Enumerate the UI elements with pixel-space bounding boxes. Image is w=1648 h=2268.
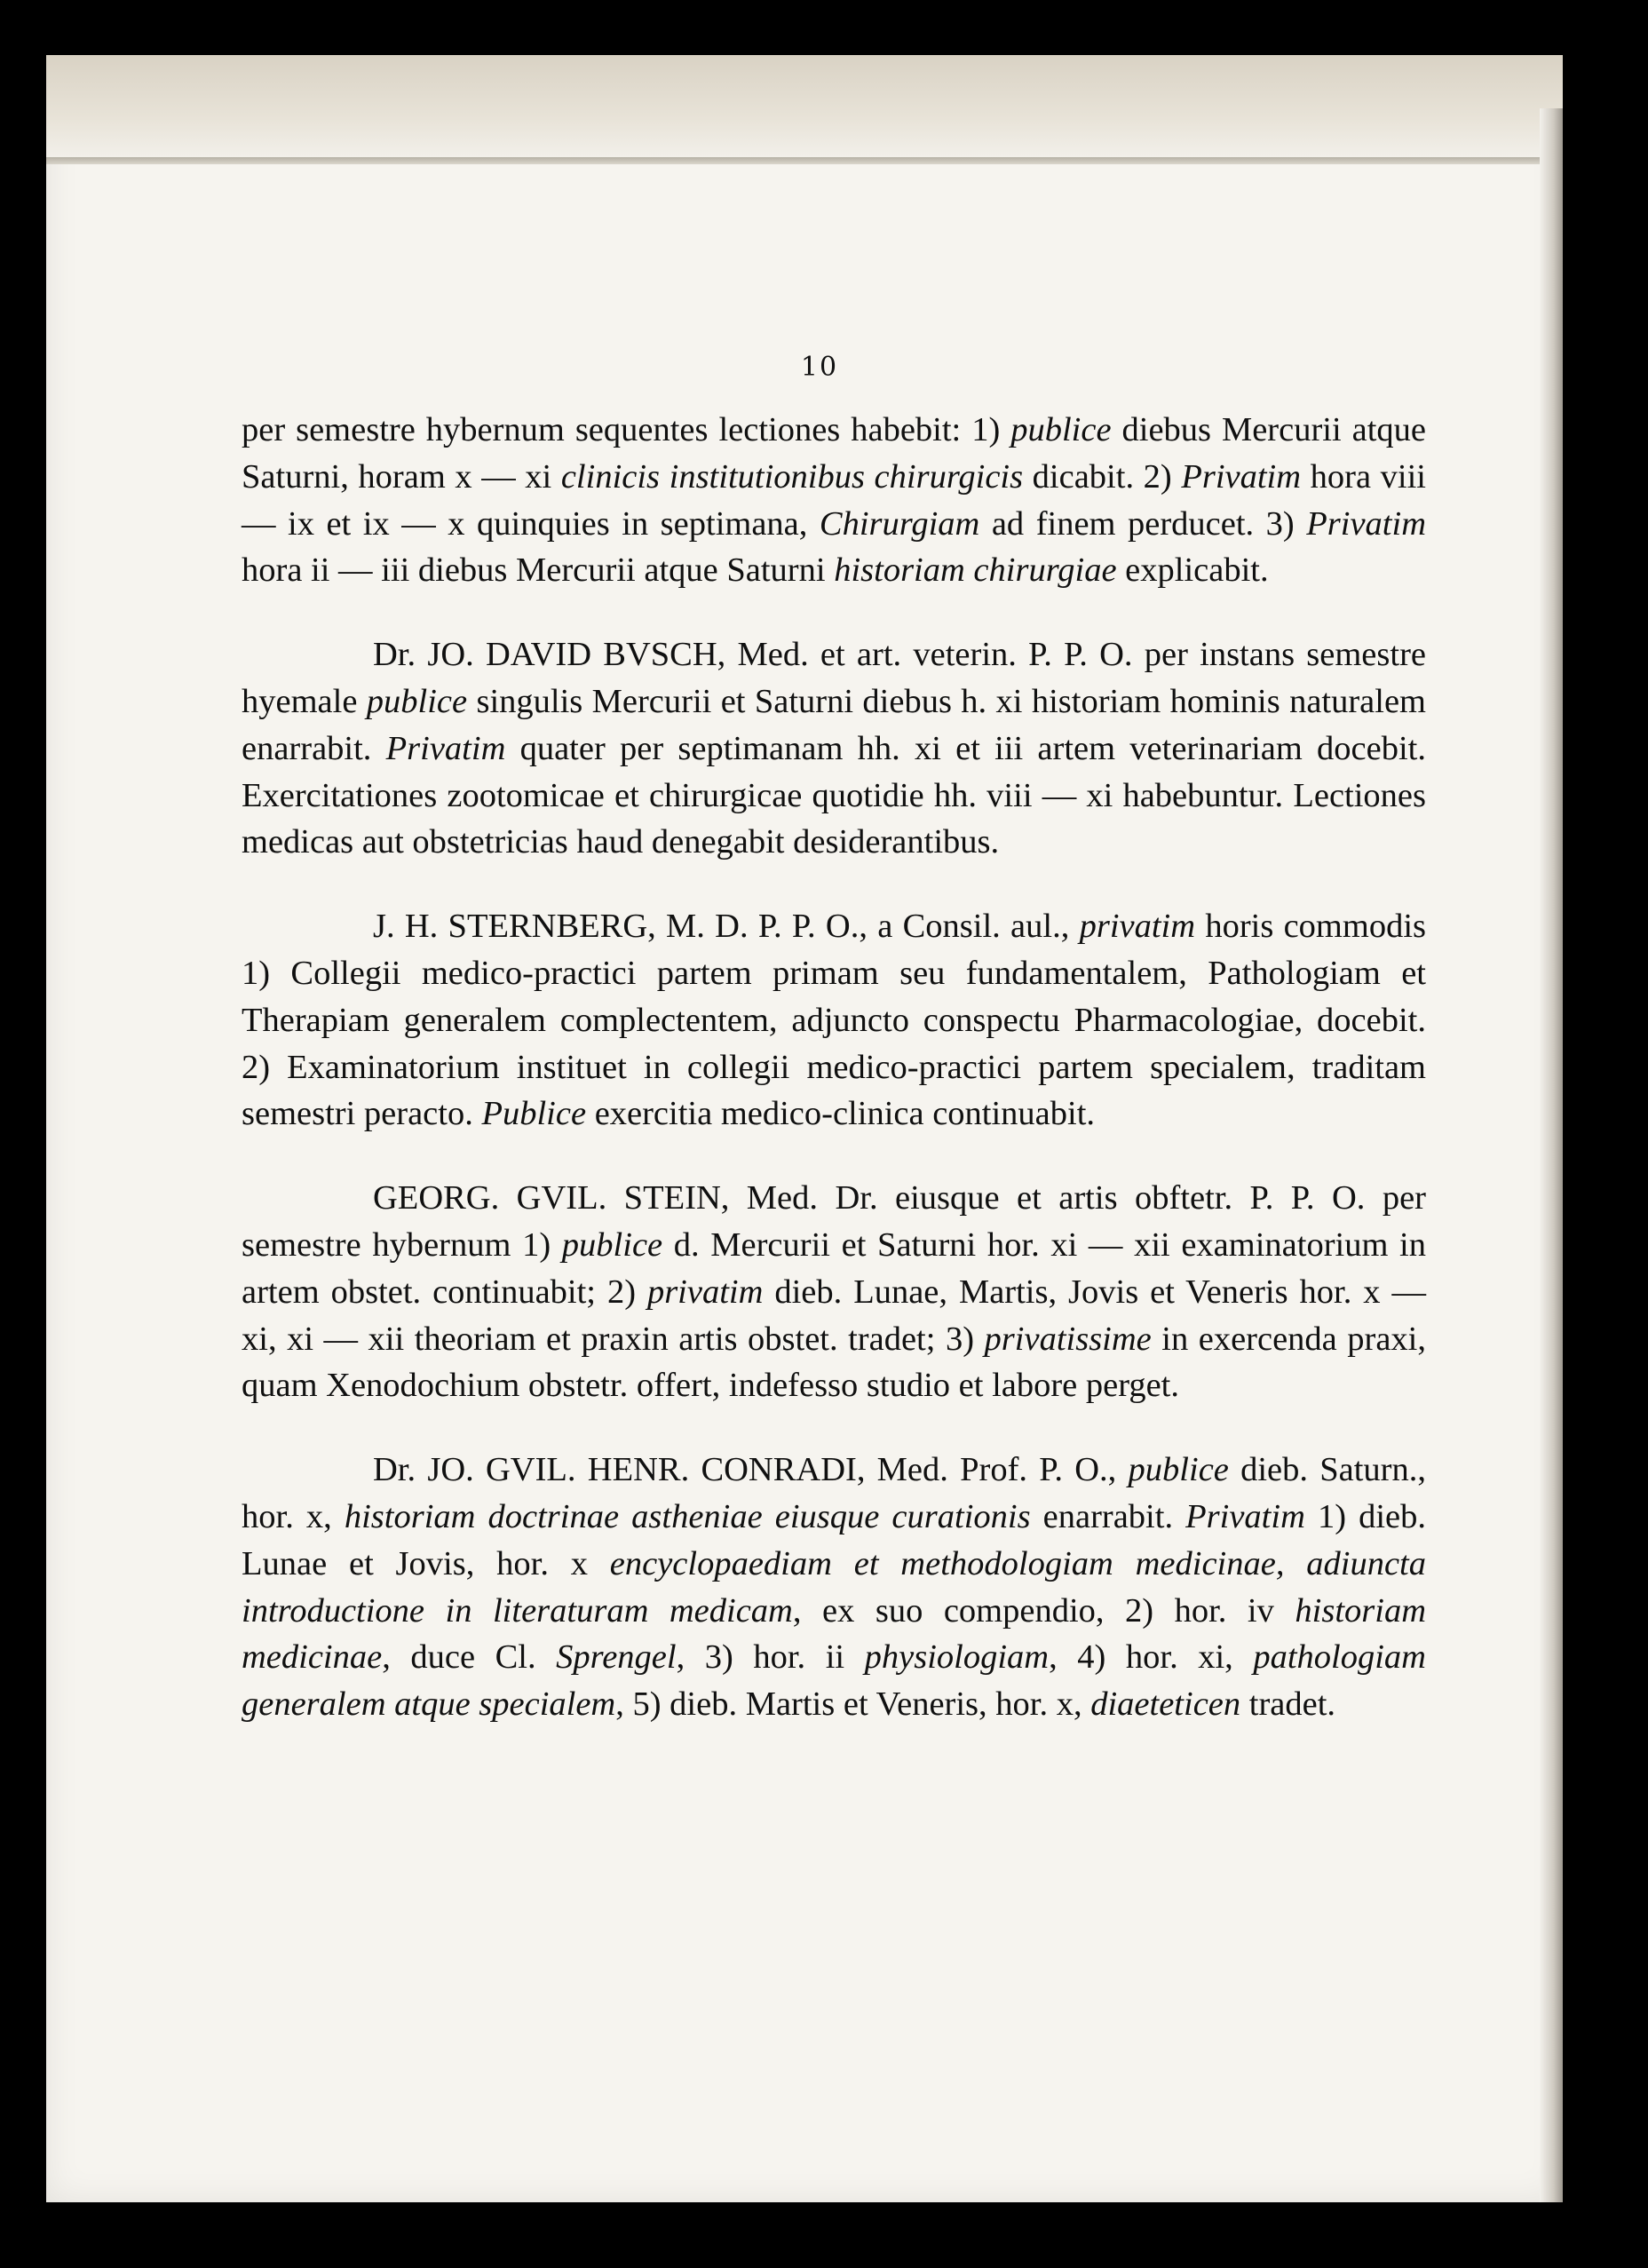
text-run: , duce Cl. (382, 1638, 557, 1677)
text-run: clinicis institutionibus chirurgicis (560, 457, 1024, 496)
text-run: enarrabit. (1030, 1497, 1186, 1535)
text-run: , Med. et art. veterin. P. P. O. per instans semestre hyemale (242, 636, 1426, 720)
paper-right-edge (1540, 108, 1563, 2202)
text-run: publice (1010, 411, 1112, 448)
paragraph-p3 (242, 903, 1426, 1138)
page-number: 10 (800, 352, 839, 383)
text-run: privatim (1079, 908, 1196, 946)
text-run: Privatim (1185, 1497, 1305, 1535)
text-run: Privatim (1306, 504, 1426, 543)
text-run: diebus Mercurii atque Saturni, horam x — xi (242, 411, 1426, 496)
text-run: Dr. JO. GVIL. HENR. CONRADI, Med. Prof. P. O., (373, 1451, 1129, 1489)
text-run: physiologiam (864, 1638, 1050, 1677)
text-run: in exercenda praxi, quam Xenodochium obstetr. offert, indefesso studio et labore perget. (242, 1320, 1426, 1405)
text-run: singulis Mercurii et Saturni diebus h. xi historiam hominis naturalem enarrabit. (242, 682, 1426, 767)
text-run: , 5) dieb. Martis et Veneris, hor. x, (615, 1685, 1091, 1724)
text-run: J. H. STERNBERG, M. D. P. P. O., a Consil. aul., (373, 908, 1080, 946)
text-run: encyclopaediam et methodologiam medicinae, adiuncta introductione in literaturam medicam (242, 1544, 1426, 1630)
text-run: ad finem perducet. 3) (979, 504, 1307, 543)
text-run: diaeteticen (1090, 1685, 1241, 1724)
text-run: Chirurgiam (819, 504, 980, 543)
text-run: historiam doctrinae astheniae eiusque curationis (344, 1497, 1031, 1535)
text-run: pathologiam generalem atque specialem (242, 1638, 1426, 1724)
paragraph-p1 (242, 407, 1426, 594)
text-run: publice (561, 1225, 663, 1264)
paragraph-p4 (242, 1175, 1426, 1409)
text-run: 1) dieb. Lunae et Jovis, hor. x (242, 1497, 1426, 1582)
text-run: d. Mercurii et Saturni hor. xi — xii examinatorium in artem obstet. continuabit; 2) (242, 1225, 1426, 1311)
text-run: Privatim (1181, 457, 1302, 496)
text-run: , 3) hor. ii (676, 1638, 865, 1677)
text-run: dieb. Lunae, Martis, Jovis et Veneris hor. x — xi, xi — xii theoriam et praxin artis obstet. tradet; 3) (242, 1273, 1426, 1358)
text-run: historiam chirurgiae (834, 551, 1117, 590)
paper-top-edge (46, 157, 1563, 164)
text-run: dicabit. 2) (1023, 457, 1182, 496)
text-run: publice (1128, 1451, 1229, 1489)
text-run: explicabit. (1116, 551, 1269, 590)
text-run: horis commodis 1) Collegii medico-practici partem primam seu fundamentalem, Pathologiam et Therapiam generalem complectentem, adjuncto conspectu Pharmacologiae, docebit. 2) Examinatorium instituet in collegii medico-practici partem specialem, traditam semestri peracto. (242, 908, 1426, 1133)
body-text (242, 407, 1426, 1765)
text-run: privatissime (984, 1320, 1152, 1358)
text-run: historiam medicinae (242, 1591, 1426, 1677)
text-run: tradet. (1240, 1685, 1336, 1724)
text-run: publice (366, 682, 468, 720)
text-run: hora viii — ix et ix — x quinquies in septimana, (242, 457, 1426, 543)
paragraph-p5 (242, 1447, 1426, 1728)
text-run: GEORG. GVIL. STEIN, Med. Dr. eiusque et artis obftetr. P. P. O. per semestre hybernum 1) (242, 1179, 1426, 1264)
text-run: per semestre hybernum sequentes lectiones habebit: 1) (242, 411, 1011, 448)
text-run: , ex suo compendio, 2) hor. iv (792, 1591, 1295, 1630)
text-run: Sprengel (556, 1638, 677, 1677)
text-run: privatim (646, 1273, 764, 1311)
text-run: exercitia medico-clinica continuabit. (586, 1095, 1096, 1133)
text-run: quater per septimanam hh. xi et iii artem veterinariam docebit. Exercitationes zootomicae et chirurgicae quotidie hh. viii — xi habebuntur. Lectiones medicas aut obstetricias haud denegabit desiderantibus. (242, 729, 1426, 861)
paper-top-strip (46, 55, 1563, 162)
text-run: Publice (481, 1095, 587, 1133)
text-run: hora ii — iii diebus Mercurii atque Saturni (242, 551, 835, 590)
paragraph-p2 (242, 631, 1426, 866)
text-run: Privatim (385, 729, 506, 767)
text-run: , 4) hor. xi, (1049, 1638, 1254, 1677)
text-run: Dr. JO. DAVID BVSCH (373, 636, 717, 674)
text-run: dieb. Saturn., hor. x, (242, 1451, 1427, 1535)
